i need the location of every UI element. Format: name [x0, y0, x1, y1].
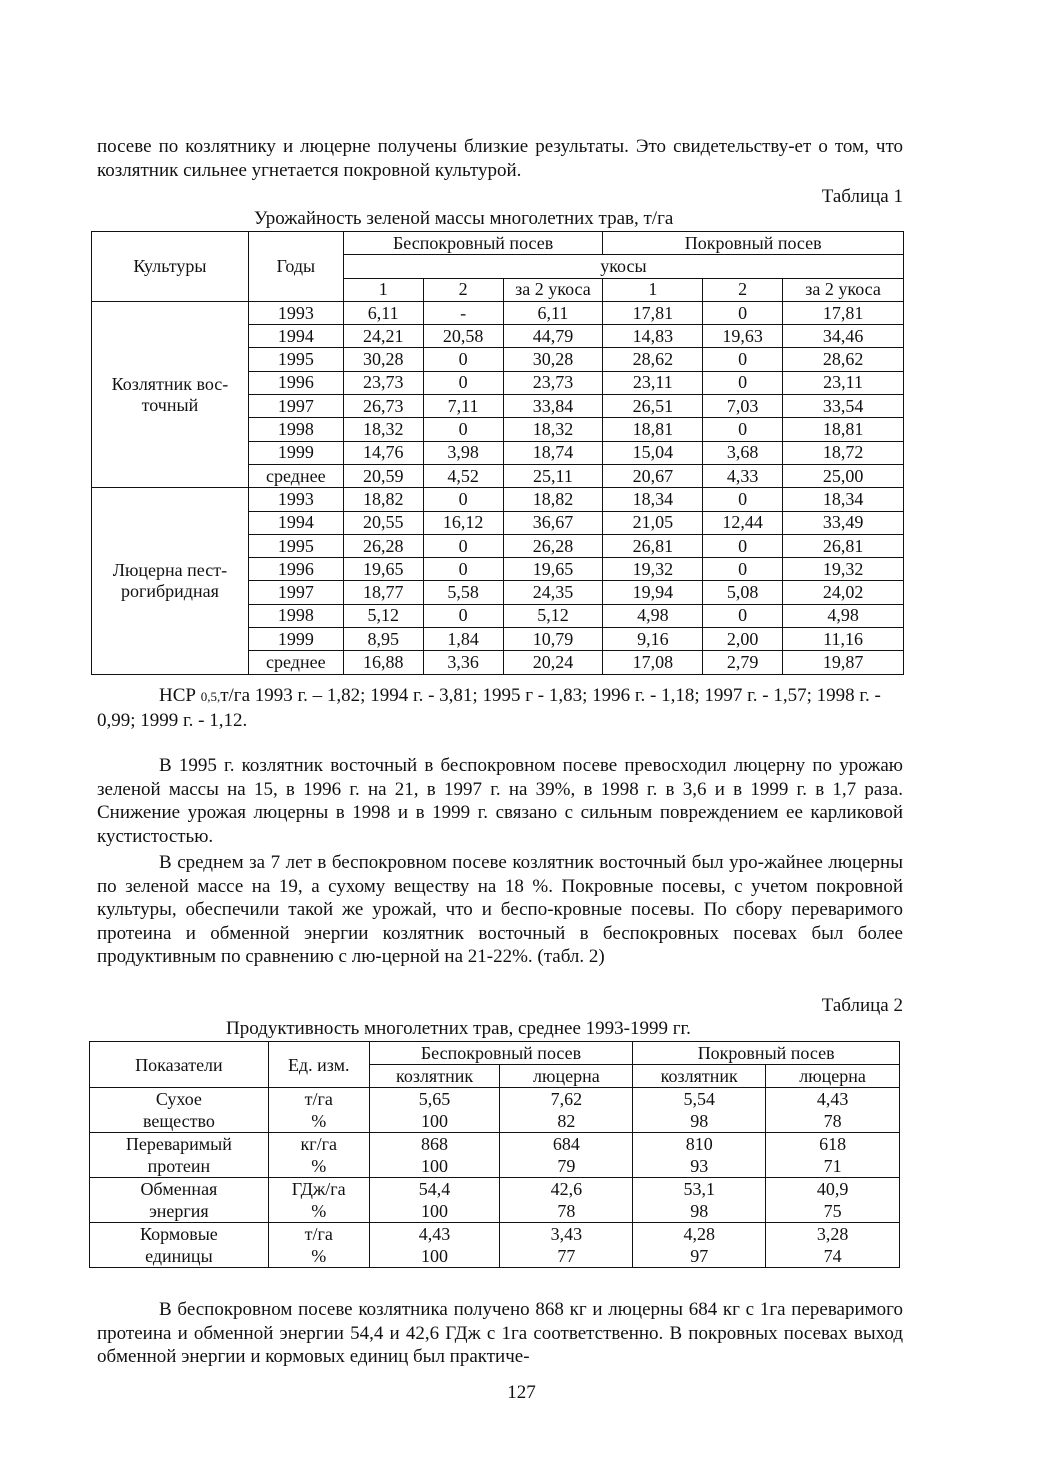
indicator-name: Переваримый: [90, 1133, 269, 1156]
value-cell: 23,73: [343, 371, 423, 394]
value-cell: 12,44: [703, 511, 783, 534]
value-cell: 18,32: [343, 418, 423, 441]
value-cell: 0: [703, 418, 783, 441]
value-cell: 78: [766, 1110, 900, 1133]
paragraph-3: В беспокровном посеве козлятника получено 868 кг и люцерны 684 кг с 1га переваримого протеина и обменной энергии 54,4 и 42,6 ГДж с 1га соответственно. В покровных посевах выход обменной энергии и кормовых единиц был практиче-: [97, 1299, 903, 1367]
header-cuts: укосы: [343, 255, 903, 278]
year-cell: 1999: [248, 441, 343, 464]
indicator-name: Сухое: [90, 1088, 269, 1111]
value-cell: 98: [633, 1110, 766, 1133]
value-cell: 15,04: [603, 441, 703, 464]
value-cell: 26,81: [603, 534, 703, 557]
value-cell: 18,74: [503, 441, 603, 464]
value-cell: 77: [500, 1245, 633, 1268]
header-sub-5: за 2 укоса: [783, 278, 904, 301]
table1-caption: Урожайность зеленой массы многолетних трав, т/га: [254, 208, 674, 229]
value-cell: 11,16: [783, 628, 904, 651]
table-row: [90, 1200, 900, 1223]
value-cell: 20,67: [603, 464, 703, 487]
value-cell: 9,16: [603, 628, 703, 651]
year-cell: 1993: [248, 301, 343, 324]
yield-table: [91, 231, 904, 675]
value-cell: 18,81: [603, 418, 703, 441]
year-cell: 1997: [248, 581, 343, 604]
value-cell: 75: [766, 1200, 900, 1223]
value-cell: 53,1: [633, 1178, 766, 1201]
value-cell: 28,62: [783, 348, 904, 371]
ncp-note: [97, 684, 903, 732]
value-cell: 19,32: [603, 558, 703, 581]
value-cell: 5,12: [503, 604, 603, 627]
value-cell: 0: [703, 371, 783, 394]
value-cell: 4,98: [783, 604, 904, 627]
value-cell: 97: [633, 1245, 766, 1268]
value-cell: 20,58: [423, 325, 503, 348]
unit-cell: %: [268, 1245, 369, 1268]
value-cell: 0: [423, 371, 503, 394]
value-cell: 2,79: [703, 651, 783, 674]
value-cell: 24,35: [503, 581, 603, 604]
value-cell: 19,63: [703, 325, 783, 348]
value-cell: 7,11: [423, 395, 503, 418]
value-cell: 26,28: [343, 534, 423, 557]
year-cell: 1996: [248, 371, 343, 394]
header-sub-2: за 2 укоса: [503, 278, 603, 301]
header-uncovered: Беспокровный посев: [369, 1042, 633, 1065]
value-cell: 33,49: [783, 511, 904, 534]
header-sub-1: люцерна: [500, 1065, 633, 1088]
value-cell: 3,98: [423, 441, 503, 464]
value-cell: 28,62: [603, 348, 703, 371]
value-cell: 24,02: [783, 581, 904, 604]
table-row: [92, 301, 904, 324]
value-cell: 18,82: [343, 488, 423, 511]
value-cell: 19,94: [603, 581, 703, 604]
value-cell: 100: [369, 1245, 500, 1268]
value-cell: 34,46: [783, 325, 904, 348]
value-cell: 0: [703, 488, 783, 511]
value-cell: 5,12: [343, 604, 423, 627]
value-cell: 1,84: [423, 628, 503, 651]
value-cell: 21,05: [603, 511, 703, 534]
value-cell: 26,81: [783, 534, 904, 557]
indicator-name: вещество: [90, 1110, 269, 1133]
value-cell: 0: [423, 418, 503, 441]
value-cell: 0: [703, 604, 783, 627]
productivity-table: [89, 1041, 900, 1268]
value-cell: 100: [369, 1110, 500, 1133]
header-indicators: Показатели: [90, 1042, 269, 1088]
value-cell: 0: [703, 348, 783, 371]
value-cell: 54,4: [369, 1178, 500, 1201]
table2-label: Таблица 2: [821, 995, 903, 1016]
table1-label: Таблица 1: [821, 186, 903, 207]
value-cell: 26,51: [603, 395, 703, 418]
value-cell: 40,9: [766, 1178, 900, 1201]
unit-cell: %: [268, 1200, 369, 1223]
year-cell: 1993: [248, 488, 343, 511]
unit-cell: т/га: [268, 1223, 369, 1246]
value-cell: 17,08: [603, 651, 703, 674]
value-cell: 19,87: [783, 651, 904, 674]
value-cell: 4,43: [369, 1223, 500, 1246]
value-cell: 4,98: [603, 604, 703, 627]
value-cell: 44,79: [503, 325, 603, 348]
value-cell: 20,55: [343, 511, 423, 534]
year-cell: 1995: [248, 348, 343, 371]
value-cell: 82: [500, 1110, 633, 1133]
value-cell: 19,32: [783, 558, 904, 581]
value-cell: -: [423, 301, 503, 324]
indicator-name: единицы: [90, 1245, 269, 1268]
value-cell: 4,43: [766, 1088, 900, 1111]
table-row: [90, 1155, 900, 1178]
table-row: [90, 1133, 900, 1156]
value-cell: 684: [500, 1133, 633, 1156]
value-cell: 18,77: [343, 581, 423, 604]
value-cell: 36,67: [503, 511, 603, 534]
indicator-name: Кормовые: [90, 1223, 269, 1246]
crop-name: Люцерна пест-рогибридная: [92, 488, 249, 674]
value-cell: 4,33: [703, 464, 783, 487]
year-cell: 1998: [248, 604, 343, 627]
value-cell: 6,11: [343, 301, 423, 324]
value-cell: 20,24: [503, 651, 603, 674]
value-cell: 23,11: [783, 371, 904, 394]
value-cell: 6,11: [503, 301, 603, 324]
indicator-name: Обменная: [90, 1178, 269, 1201]
value-cell: 18,32: [503, 418, 603, 441]
value-cell: 0: [423, 604, 503, 627]
crop-name: Козлятник вос-точный: [92, 301, 249, 487]
year-cell: 1994: [248, 325, 343, 348]
unit-cell: ГДж/га: [268, 1178, 369, 1201]
header-sub-1: 2: [423, 278, 503, 301]
header-sub-3: люцерна: [766, 1065, 900, 1088]
value-cell: 7,62: [500, 1088, 633, 1111]
value-cell: 0: [703, 534, 783, 557]
value-cell: 4,52: [423, 464, 503, 487]
value-cell: 26,73: [343, 395, 423, 418]
ncp-subscript: 0,5,: [200, 689, 221, 704]
value-cell: 23,11: [603, 371, 703, 394]
indicator-name: энергия: [90, 1200, 269, 1223]
value-cell: 93: [633, 1155, 766, 1178]
year-cell: 1999: [248, 628, 343, 651]
value-cell: 100: [369, 1155, 500, 1178]
value-cell: 810: [633, 1133, 766, 1156]
value-cell: 42,6: [500, 1178, 633, 1201]
value-cell: 19,65: [503, 558, 603, 581]
value-cell: 20,59: [343, 464, 423, 487]
paragraph-1: В 1995 г. козлятник восточный в беспокровном посеве превосходил люцерну по урожаю зеленой массы на 15, в 1996 г. на 21, в 1997 г. на 39%, в 1998 г. в 3,6 и в 1999 г. в 1,7 раза. Снижение урожая люцерны в 1998 и в 1999 г. связано с сильным повреждением ее карликовой кустистостью.: [97, 755, 903, 847]
value-cell: 18,34: [603, 488, 703, 511]
header-sub-4: 2: [703, 278, 783, 301]
value-cell: 618: [766, 1133, 900, 1156]
value-cell: 23,73: [503, 371, 603, 394]
value-cell: 3,68: [703, 441, 783, 464]
value-cell: 25,00: [783, 464, 904, 487]
year-cell: 1998: [248, 418, 343, 441]
value-cell: 2,00: [703, 628, 783, 651]
table-row: [90, 1110, 900, 1133]
value-cell: 17,81: [603, 301, 703, 324]
value-cell: 3,43: [500, 1223, 633, 1246]
value-cell: 78: [500, 1200, 633, 1223]
value-cell: 24,21: [343, 325, 423, 348]
header-years: Годы: [248, 232, 343, 302]
unit-cell: %: [268, 1155, 369, 1178]
table-row: [90, 1178, 900, 1201]
value-cell: 16,12: [423, 511, 503, 534]
value-cell: 18,34: [783, 488, 904, 511]
year-cell: 1994: [248, 511, 343, 534]
year-cell: 1997: [248, 395, 343, 418]
table-row: [92, 488, 904, 511]
value-cell: 8,95: [343, 628, 423, 651]
ncp-prefix: НСР: [159, 685, 201, 706]
value-cell: 17,81: [783, 301, 904, 324]
value-cell: 18,82: [503, 488, 603, 511]
header-uncovered: Беспокровный посев: [343, 232, 603, 255]
value-cell: 18,72: [783, 441, 904, 464]
year-cell: 1995: [248, 534, 343, 557]
header-sub-2: козлятник: [633, 1065, 766, 1088]
indicator-name: протеин: [90, 1155, 269, 1178]
value-cell: 3,36: [423, 651, 503, 674]
value-cell: 14,83: [603, 325, 703, 348]
value-cell: 10,79: [503, 628, 603, 651]
value-cell: 33,84: [503, 395, 603, 418]
table-row: [90, 1245, 900, 1268]
value-cell: 0: [423, 534, 503, 557]
value-cell: 79: [500, 1155, 633, 1178]
header-sub-3: 1: [603, 278, 703, 301]
header-covered: Покровный посев: [633, 1042, 900, 1065]
value-cell: 0: [423, 348, 503, 371]
value-cell: 7,03: [703, 395, 783, 418]
table2-caption: Продуктивность многолетних трав, среднее 1993-1999 гг.: [226, 1018, 691, 1039]
value-cell: 100: [369, 1200, 500, 1223]
unit-cell: %: [268, 1110, 369, 1133]
value-cell: 4,28: [633, 1223, 766, 1246]
value-cell: 0: [703, 558, 783, 581]
header-covered: Покровный посев: [603, 232, 904, 255]
unit-cell: кг/га: [268, 1133, 369, 1156]
value-cell: 5,08: [703, 581, 783, 604]
header-crops: Культуры: [92, 232, 249, 302]
value-cell: 0: [703, 301, 783, 324]
value-cell: 19,65: [343, 558, 423, 581]
paragraph-2: В среднем за 7 лет в беспокровном посеве козлятник восточный был уро-жайнее люцерны по зеленой массе на 19, а сухому веществу на 18 %. Покровные посевы, с учетом покровной культуры, обеспечили такой же урожай, что и беспо-кровные посевы. По сбору переваримого протеина и обменной энергии козлятник восточный в беспокровных посевах был более продуктивным по сравнению с лю-церной на 21-22%. (табл. 2): [97, 852, 903, 967]
header-sub-0: 1: [343, 278, 423, 301]
value-cell: 0: [423, 558, 503, 581]
value-cell: 30,28: [343, 348, 423, 371]
value-cell: 5,54: [633, 1088, 766, 1111]
value-cell: 16,88: [343, 651, 423, 674]
ncp-values: т/га 1993 г. – 1,82; 1994 г. - 3,81; 1995 г - 1,83; 1996 г. - 1,18; 1997 г. - 1,57; 1998 г. - 0,99; 1999 г. - 1,12.: [97, 685, 881, 731]
header-sub-0: козлятник: [369, 1065, 500, 1088]
page-number: 127: [507, 1382, 536, 1403]
value-cell: 30,28: [503, 348, 603, 371]
value-cell: 868: [369, 1133, 500, 1156]
year-cell: среднее: [248, 464, 343, 487]
intro-paragraph: посеве по козлятнику и люцерне получены близкие результаты. Это свидетельству-ет о том, что козлятник сильнее угнетается покровной культурой.: [97, 136, 903, 181]
value-cell: 74: [766, 1245, 900, 1268]
value-cell: 98: [633, 1200, 766, 1223]
value-cell: 0: [423, 488, 503, 511]
value-cell: 3,28: [766, 1223, 900, 1246]
value-cell: 14,76: [343, 441, 423, 464]
header-unit: Ед. изм.: [268, 1042, 369, 1088]
value-cell: 5,65: [369, 1088, 500, 1111]
year-cell: 1996: [248, 558, 343, 581]
value-cell: 26,28: [503, 534, 603, 557]
value-cell: 5,58: [423, 581, 503, 604]
table-row: [90, 1223, 900, 1246]
table-row: [90, 1088, 900, 1111]
value-cell: 71: [766, 1155, 900, 1178]
value-cell: 25,11: [503, 464, 603, 487]
value-cell: 18,81: [783, 418, 904, 441]
value-cell: 33,54: [783, 395, 904, 418]
unit-cell: т/га: [268, 1088, 369, 1111]
year-cell: среднее: [248, 651, 343, 674]
